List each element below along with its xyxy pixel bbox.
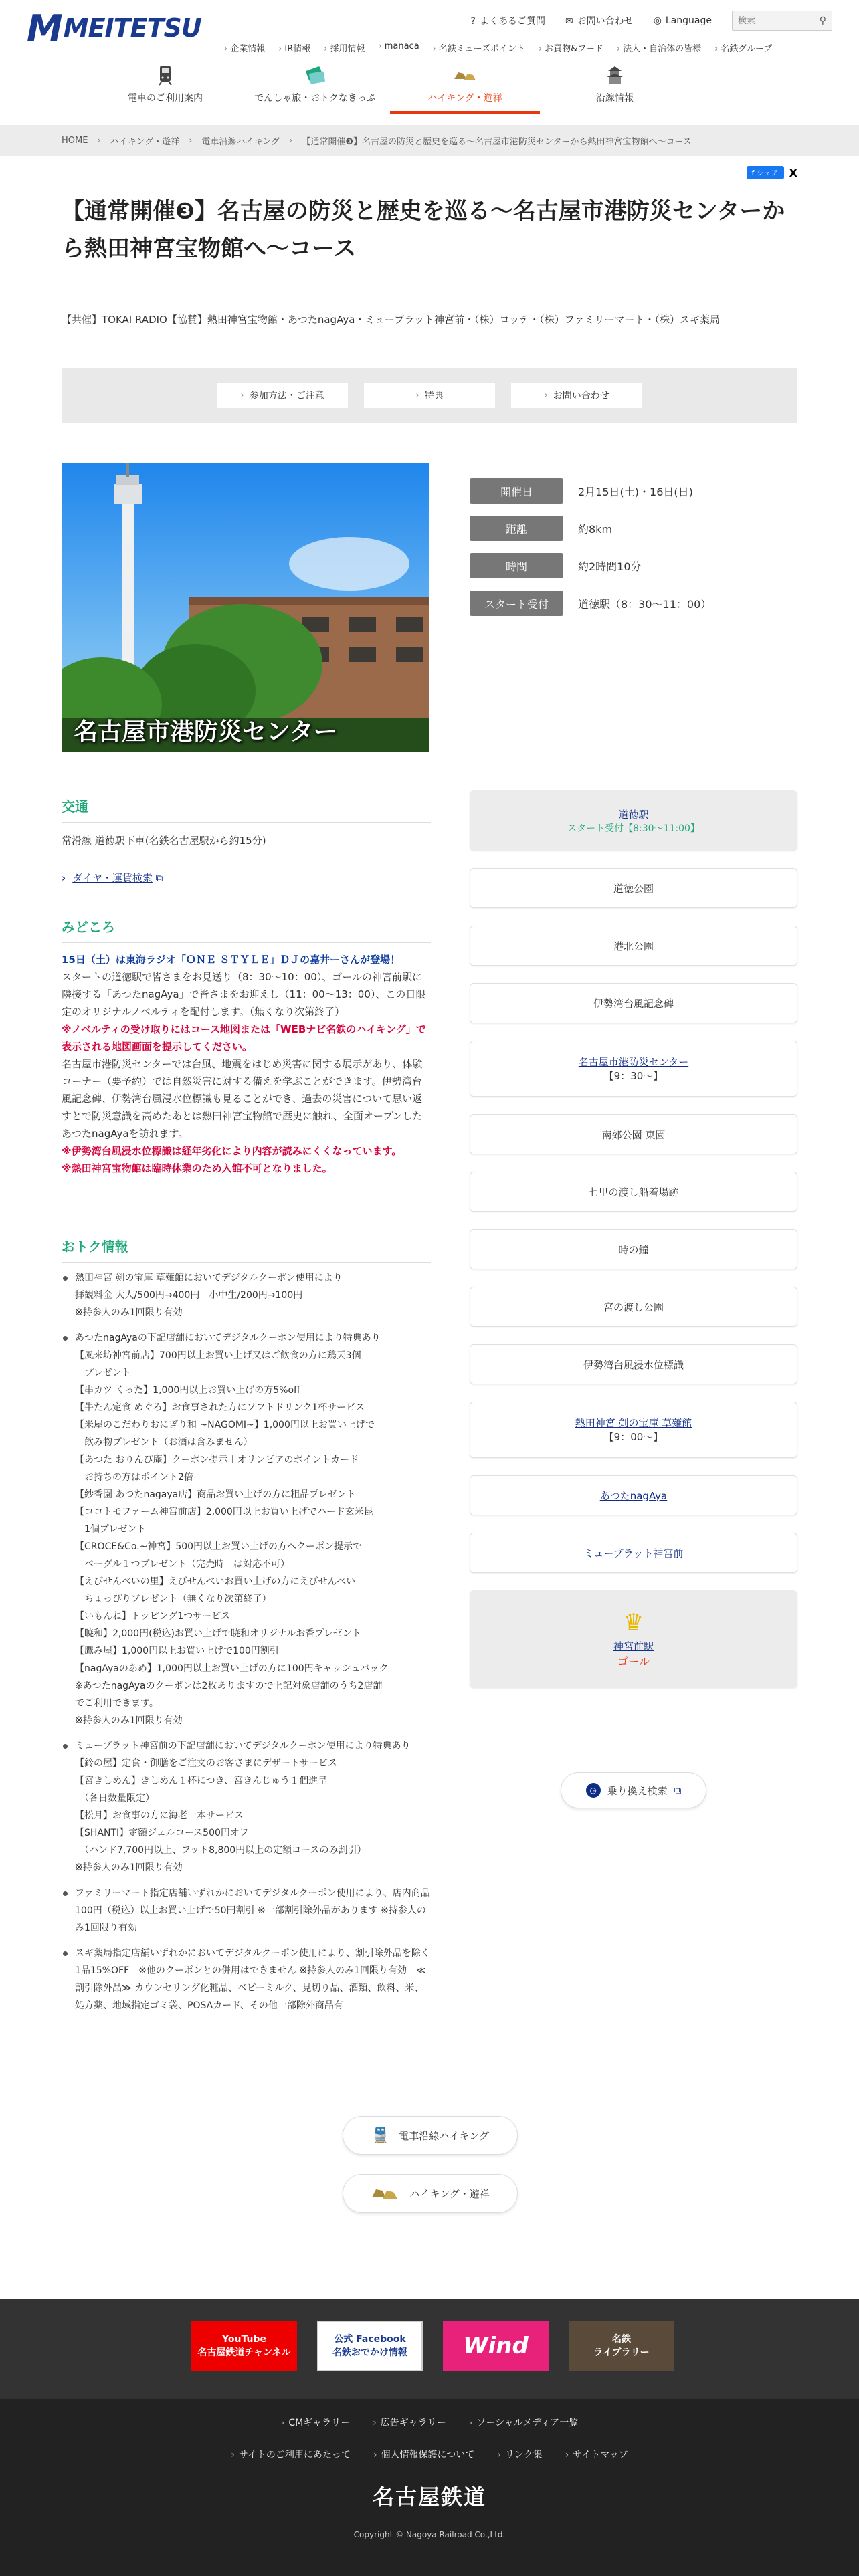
page-title: 【通常開催❸】名古屋の防災と歴史を巡る〜名古屋市港防災センターから熱田神宮宝物館へ〜コース [62,198,785,262]
subnav-item[interactable]: › 名鉄グループ [714,44,773,54]
info-value: 約8km [578,522,613,536]
facebook-banner[interactable]: 公式 Facebook 名鉄おでかけ情報 [317,2321,423,2371]
course-route [470,790,797,1705]
route-stop: 宮の渡し公園 [470,1287,797,1327]
gnav-ticket[interactable]: でんしゃ旅・おトクなきっぷ [240,59,390,114]
train-icon: 🚆 [371,2127,390,2144]
route-start-note: スタート受付【8:30〜11:00】 [567,823,700,834]
course-photo [62,463,430,752]
info-value: 2月15日(土)・16日(日) [578,485,693,498]
otoku-list [62,1269,431,2014]
subnav-item[interactable]: › 企業情報 [224,44,266,54]
subnav-item[interactable]: › 採用情報 [324,44,365,54]
route-stop: 南郊公園 東園 [470,1114,797,1154]
organizer-text: 【共催】TOKAI RADIO【協賛】熱田神宮宝物館・あつたnagAya・ミューブラット神宮前・（株）ロッテ・（株）ファミリーマート・（株）スギ薬局 [62,314,720,326]
route-stop [470,1533,797,1573]
site-header [0,0,859,117]
share-buttons [747,166,798,179]
midokoro-warning: ※熱田神宮宝物館は臨時休業のため入館不可となりました。 [62,1162,332,1174]
footer-link[interactable]: › サイトマップ [565,2450,628,2460]
footer-link[interactable]: › 広告ギャラリー [373,2418,446,2428]
photo-illustration [62,463,430,752]
route-goal-note: ゴール [617,1655,650,1668]
route-stop: 伊勢湾台風記念碑 [470,983,797,1023]
route-stop: 七里の渡し船着場跡 [470,1172,797,1212]
subnav-item[interactable]: › お買物&フード [538,44,603,54]
route-stop-link[interactable]: ミューブラット神宮前 [583,1547,684,1560]
route-stop-link[interactable]: あつたnagAya [599,1489,668,1502]
info-row [470,472,797,510]
midokoro-warning: ※伊勢湾台風浸水位標識は経年劣化により内容が読みにくくなっています。 [62,1145,402,1157]
otoku-item: 熱田神宮 剣の宝庫 草薙館においてデジタルクーポン使用により 拝観料金 大人/500円→400円 小中生/200円→100円 ※持参人のみ1回限り有効 [62,1269,431,1321]
contact-link[interactable]: ✉ お問い合わせ [565,16,634,27]
access-heading: 交通 [62,796,431,823]
breadcrumb-current: 【通常開催❸】名古屋の防災と歴史を巡る〜名古屋市港防災センターから熱田神宮宝物館へ〜コース [302,136,692,147]
gnav-train-guide[interactable]: 電車のご利用案内 [90,59,240,114]
global-nav [90,59,840,114]
subnav-item[interactable]: › 法人・自治体の皆様 [616,44,702,54]
otoku-item: スギ薬局指定店舗いずれかにおいてデジタルクーポン使用により、割引除外品を除く1品15%OFF ※他のクーポンとの併用はできません ※持参人のみ1回限り有効 ≪割引除外品≫ カウンセリング化粧品、ベビーミルク、見切り品、酒類、飲料、米、処方薬、地域指定ゴミ袋、POSAカード、その他一部除外商品有 [62,1945,431,2014]
footer-banners [191,2321,674,2371]
info-label: 距離 [470,516,563,541]
subnav-item[interactable]: › manaca [378,41,419,51]
route-goal-link[interactable]: 神宮前駅 [613,1640,654,1652]
crown-icon: ♛ [623,1609,644,1636]
route-stop: 名古屋市港防災センター 【9：30〜】 [470,1041,797,1097]
info-label: 開催日 [470,478,563,504]
mail-icon: ✉ [565,16,573,27]
clock-icon: ◷ [586,1783,601,1798]
train-hiking-button[interactable]: 🚆 電車沿線ハイキング [343,2116,518,2155]
route-stop-link[interactable]: 名古屋市港防災センター [578,1056,689,1068]
search-input[interactable] [733,11,813,30]
route-stop: 道徳公園 [470,868,797,908]
gnav-area-info[interactable]: 沿線情報 [540,59,690,114]
timetable-link[interactable]: › ダイヤ・運賃検索 ⧉ [62,872,163,884]
youtube-banner[interactable]: YouTube 名古屋鉄道チャンネル [191,2321,297,2371]
footer-link[interactable]: › CMギャラリー [280,2418,351,2428]
otoku-body [62,1269,431,2022]
route-stop-link[interactable]: 熱田神宮 剣の宝庫 草薙館 [575,1417,692,1429]
info-value: 約2時間10分 [578,560,642,573]
otoku-item: ファミリーマート指定店舗いずれかにおいてデジタルクーポン使用により、店内商品100円（税込）以上お買い上げで50円割引 ※一部割引除外品があります ※持参人のみ1回限り有効 [62,1885,431,1937]
anchor-tabs [62,368,797,423]
breadcrumb [0,125,859,156]
midokoro-p1: スタートの道徳駅で皆さまをお見送り（8：30〜10：00）、ゴールの神宮前駅に隣接する「あつたnagAya」で皆さまをお迎えし（11：00〜13：00）、この日限定のオリジナルノベルティを配付します。（無くなり次第終了） [62,971,426,1018]
search-box [732,11,832,31]
info-row [470,584,797,622]
library-banner[interactable]: 名鉄 ライブラリー [569,2321,674,2371]
x-share-icon[interactable]: X [789,166,797,179]
train-icon [152,64,179,86]
search-icon[interactable]: ⚲ [819,15,826,26]
breadcrumb-train-hiking[interactable]: 電車沿線ハイキング [201,136,280,147]
footer-brand: 名古屋鉄道 [372,2484,486,2510]
castle-icon [601,64,628,86]
sub-nav [224,41,772,54]
external-link-icon: ⧉ [674,1784,682,1796]
footer-links-row1 [0,2416,859,2429]
subnav-item[interactable]: › IR情報 [278,44,311,54]
route-stop: 伊勢湾台風浸水位標識 [470,1344,797,1384]
breadcrumb-sep: › [289,135,293,146]
tab-contact[interactable]: › お問い合わせ [511,383,642,408]
hiking-shoes-icon [371,2185,400,2202]
midokoro-warning: ※ノベルティの受け取りにはコース地図または「WEBナビ名鉄のハイキング」で表示される地図画面を提示してください。 [62,1023,426,1053]
ticket-icon [302,64,328,86]
breadcrumb-home[interactable]: HOME [62,135,88,146]
globe-icon: ◎ [653,15,662,26]
chevron-right-icon: › [62,872,66,884]
footer-link[interactable]: › リンク集 [497,2450,543,2460]
utility-nav [471,11,832,31]
tab-benefits[interactable]: › 特典 [364,383,495,408]
otoku-item: あつたnagAyaの下記店舗においてデジタルクーポン使用により特典あり 【風来坊神宮前店】700円以上お買い上げ又はご飲食の方に鶏天3個 プレゼント 【串カツ くった】1,000円以上お買い上げの方5%off 【牛たん定食 めぐろ】お食事された方にソフトドリンク1杯サービス 【米屋のこだわりおにぎり和 ~NAGOMI~】1,000円以上お買い上げで 飲み物プレゼント（お酒は含みません） 【あつた おりんぴ庵】クーポン提示＋オリンピアのポイントカード お持ちの方はポイント2倍 【紗香園 あつたnagaya店】商品お買い上げの方に粗品プレゼント 【ココトモファーム神宮前店】2,000円以上お買い上げでハード玄米昆 1個プレゼント 【CROCE&Co.~神宮】500円以上お買い上げの方ヘクーポン提示で ベーグル１つプレゼント（完売時 は対応不可） 【えびせんべいの里】えびせんべいお買い上げの方にえびせんべい ちょっぴりプレゼント（無くなり次第終了） 【いもんね】トッピング1つサービス 【暁和】2,000円(税込)お買い上げで暁和オリジナルお香プレゼント 【鷹み屋】1,000円以上お買い上げで100円割引 【nagAyaのあめ】1,000円以上お買い上げの方に100円キャッシュバック ※あつたnagAyaのクーポンは2枚ありますので上記対象店舗のうち2店舗 でご利用できます。 ※持参人のみ1回限り有効 [62,1329,431,1729]
route-goal [470,1590,797,1688]
route-stop: 時の鐘 [470,1229,797,1269]
midokoro-body [62,951,431,1177]
otoku-item: ミューブラット神宮前の下記店舗においてデジタルクーポン使用により特典あり 【鈴の屋】定食・御膳をご注文のお客さまにデザートサービス 【宮きしめん】きしめん１杯につき、宮きんじゅう１個進呈 （各日数量限定） 【松月】お食事の方に海老一本サービス 【SHANTI】定額ジェルコース500円オフ （ハンド7,700円以上、フット8,800円以上の定額コースのみ割引） ※持参人のみ1回限り有効 [62,1737,431,1876]
logo-text: MEITETSU [63,13,201,43]
breadcrumb-sep: › [97,135,101,146]
event-info-table [470,472,797,622]
external-link-icon: ⧉ [155,872,163,884]
facebook-share-button[interactable]: f シェア [747,166,784,179]
route-stop: 港北公園 [470,926,797,966]
footer-link[interactable]: › 個人情報保護について [373,2450,475,2460]
route-start-link[interactable]: 道徳駅 [618,808,649,821]
midokoro-lead: 15日（土）は東海ラジオ「ＯＮＥ ＳＴＹＬＥ」ＤＪの嘉井ーさんが登場！ [62,954,401,966]
midokoro-p2: 名古屋市港防災センターでは台風、地震をはじめ災害に関する展示があり、体験コーナー（要予約）では自然災害に対する備えを学ぶことができます。伊勢湾台風記念碑、伊勢湾台風浸水位標識も見ることができ、過去の災害について思い返すとで防災意識を高めたあとは熱田神宮宝物館で歴史に触れ、全面オープンしたあつたnagAyaを訪れます。 [62,1058,423,1140]
photo-caption: 名古屋市港防災センター [74,718,338,746]
subnav-item[interactable]: › 名鉄ミューズポイント [432,44,525,54]
otoku-heading: おトク情報 [62,1236,431,1263]
question-icon: ? [470,16,476,27]
meitetsu-logo[interactable]: M MEITETSU [27,7,201,49]
gnav-hiking[interactable]: ハイキング・遊祥 [390,59,540,114]
copyright: Copyright © Nagoya Railroad Co.,Ltd. [353,2530,506,2539]
breadcrumb-sep: › [189,135,193,146]
info-row [470,547,797,584]
tab-how-to-join[interactable]: › 参加方法・ご注意 [217,383,348,408]
route-start [470,790,797,851]
info-value: 道徳駅（8：30〜11：00） [578,597,712,611]
hiking-top-button[interactable]: ハイキング・遊祥 [343,2174,518,2213]
footer-link[interactable]: › ソーシャルメディア一覧 [468,2418,579,2428]
language-link[interactable]: ◎ Language [653,15,712,26]
access-text: 常滑線 道徳駅下車(名鉄名古屋駅から約15分) [62,835,266,847]
transfer-search-button[interactable]: ◷ 乗り換え検索 ⧉ [561,1772,706,1808]
midokoro-heading: みどころ [62,916,431,943]
hiking-shoes-icon [452,64,478,86]
info-label: スタート受付 [470,591,563,616]
info-label: 時間 [470,553,563,578]
footer-link[interactable]: › サイトのご利用にあたって [231,2450,351,2460]
route-stop: 熱田神宮 剣の宝庫 草薙館 【9：00〜】 [470,1402,797,1458]
breadcrumb-hiking[interactable]: ハイキング・遊祥 [110,136,180,147]
faq-link[interactable]: ? よくあるご質問 [470,16,545,27]
wind-banner[interactable]: Wind [443,2321,549,2371]
route-stop [470,1475,797,1515]
footer-links-row2 [0,2448,859,2461]
info-row [470,510,797,547]
